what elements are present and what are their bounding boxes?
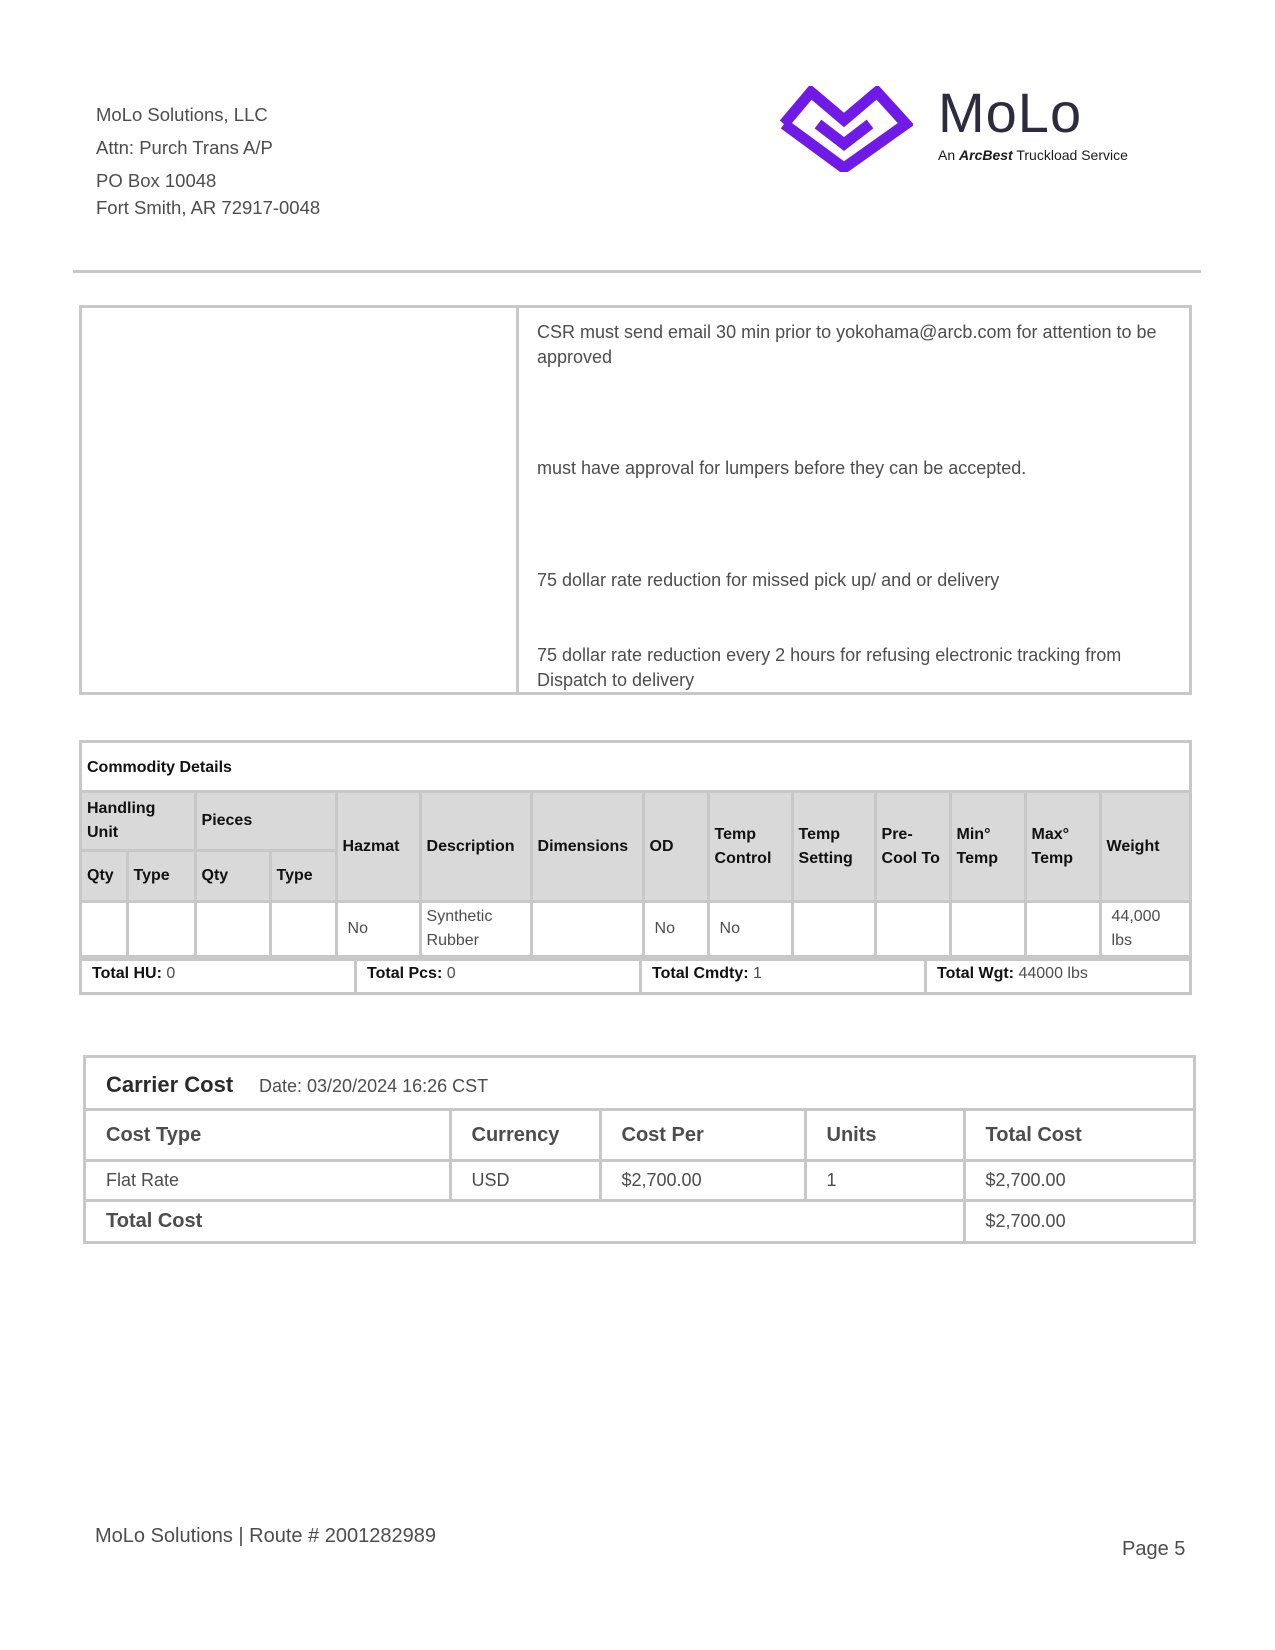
cost-per-header: Cost Per <box>600 1111 805 1161</box>
min-temp-header: Min° Temp <box>950 793 1025 902</box>
od-cell: No <box>643 902 708 957</box>
commodity-table <box>82 793 1189 958</box>
pcs-type-cell <box>270 902 336 957</box>
total-cmdty: Total Cmdty: 1 <box>639 961 924 992</box>
total-row <box>86 1201 1193 1242</box>
weight-header: Weight <box>1100 793 1189 902</box>
header-divider <box>73 270 1201 273</box>
cost-type-header: Cost Type <box>86 1111 450 1161</box>
carrier-cost-table <box>86 1111 1193 1241</box>
total-cost-header: Total Cost <box>964 1111 1193 1161</box>
units-header: Units <box>805 1111 964 1161</box>
footer-route: MoLo Solutions | Route # 2001282989 <box>95 1525 437 1547</box>
po-box: PO Box 10048 <box>96 170 217 191</box>
commodity-table-box <box>79 740 1192 961</box>
weight-cell: 44,000 lbs <box>1100 902 1189 957</box>
hu-qty-cell <box>82 902 127 957</box>
hu-type-header: Type <box>127 851 195 902</box>
note-item: CSR must send email 30 min prior to yokohama@arcb.com for attention to be approved <box>537 322 1157 367</box>
hu-type-cell <box>127 902 195 957</box>
notes-box <box>79 305 1192 695</box>
pre-cool-header: Pre- Cool To <box>875 793 950 902</box>
pcs-qty-header: Qty <box>195 851 270 902</box>
cost-per-cell: $2,700.00 <box>600 1161 805 1201</box>
hazmat-header: Hazmat <box>336 793 420 902</box>
commodity-title: Commodity Details <box>82 743 1189 793</box>
od-header: OD <box>643 793 708 902</box>
note-item: must have approval for lumpers before they can be accepted. <box>537 458 1027 478</box>
company-name: MoLo Solutions, LLC <box>96 104 268 125</box>
currency-cell: USD <box>450 1161 600 1201</box>
table-row <box>82 902 1189 957</box>
logo-tagline: An ArcBest Truckload Service <box>938 147 1128 163</box>
carrier-cost-date: Date: 03/20/2024 16:26 CST <box>259 1076 489 1096</box>
commodity-details <box>79 740 1192 995</box>
carrier-cost <box>83 1055 1196 1244</box>
carrier-cost-header <box>86 1058 1193 1111</box>
pre-cool-cell <box>875 902 950 957</box>
notes-left-cell <box>82 308 519 692</box>
hazmat-cell: No <box>336 902 420 957</box>
molo-logo <box>778 81 1150 176</box>
temp-setting-header: Temp Setting <box>792 793 875 902</box>
max-temp-header: Max° Temp <box>1025 793 1100 902</box>
units-cell: 1 <box>805 1161 964 1201</box>
molo-mark-icon <box>778 86 913 172</box>
total-cost-label: Total Cost <box>86 1201 964 1242</box>
temp-control-header: Temp Control <box>708 793 792 902</box>
description-cell: Synthetic Rubber <box>420 902 531 957</box>
dimensions-header: Dimensions <box>531 793 643 902</box>
carrier-cost-title: Carrier Cost <box>106 1072 234 1097</box>
temp-setting-cell <box>792 902 875 957</box>
pcs-qty-cell <box>195 902 270 957</box>
description-header: Description <box>420 793 531 902</box>
logo-wordmark: MoLo <box>938 81 1083 144</box>
total-pcs: Total Pcs: 0 <box>354 961 639 992</box>
pcs-type-header: Type <box>270 851 336 902</box>
total-hu: Total HU: 0 <box>92 965 176 982</box>
hu-qty-header: Qty <box>82 851 127 902</box>
attention-line: Attn: Purch Trans A/P <box>96 137 273 158</box>
handling-unit-header: Handling Unit <box>82 793 195 851</box>
total-cost-value: $2,700.00 <box>964 1201 1193 1242</box>
total-cost-cell: $2,700.00 <box>964 1161 1193 1201</box>
note-item: 75 dollar rate reduction for missed pick up/ and or delivery <box>537 570 1000 590</box>
total-wgt: Total Wgt: 44000 lbs <box>924 961 1189 992</box>
note-item: 75 dollar rate reduction every 2 hours for refusing electronic tracking from Dispatch to delivery <box>537 645 1122 690</box>
dimensions-cell <box>531 902 643 957</box>
pieces-header: Pieces <box>195 793 336 851</box>
max-temp-cell <box>1025 902 1100 957</box>
cost-type-cell: Flat Rate <box>86 1161 450 1201</box>
temp-control-cell: No <box>708 902 792 957</box>
table-row <box>86 1161 1193 1201</box>
currency-header: Currency <box>450 1111 600 1161</box>
commodity-totals <box>79 961 1192 995</box>
page-number: Page 5 <box>1122 1538 1186 1560</box>
min-temp-cell <box>950 902 1025 957</box>
city-state-zip: Fort Smith, AR 72917-0048 <box>96 197 321 218</box>
